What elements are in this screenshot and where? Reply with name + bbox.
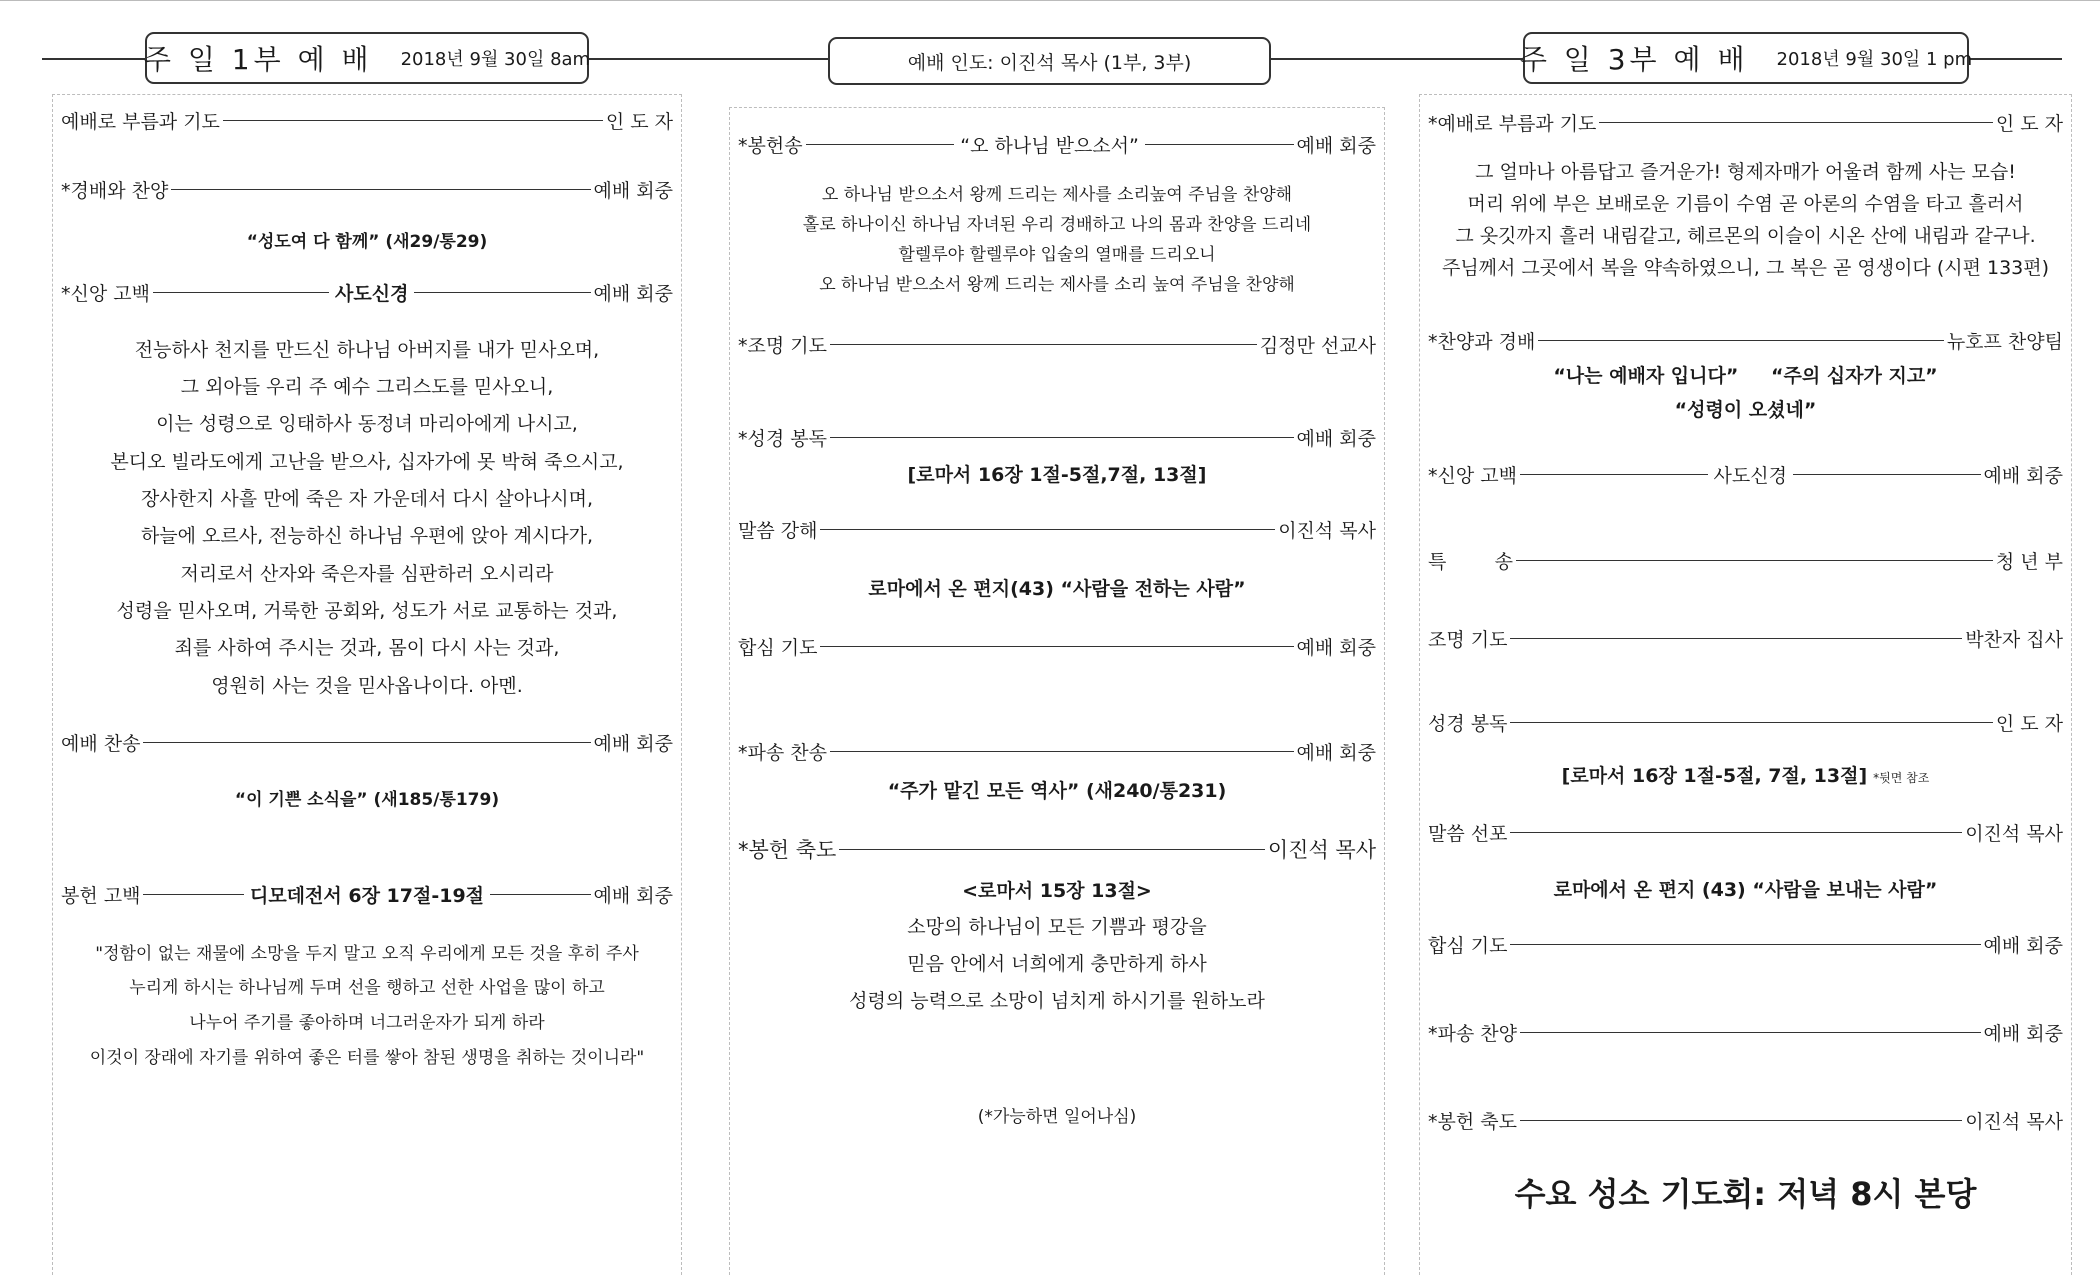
order-item-offering-hymn: *봉헌송 “오 하나님 받으소서” 예배 회중 [738,135,1377,157]
order-item-joint-prayer: 합심 기도 예배 회중 [738,637,1376,659]
order-item-sermon: 말씀 선포 이진석 목사 [1428,823,2063,845]
middle-column: *봉헌송 “오 하나님 받으소서” 예배 회중 오 하나님 받으소서 왕께 드리는 제사를 소리높여 주님을 찬양해 홀로 하나이신 하나님 자녀된 우리 경배하고 나의 몸과 찬양을 드리네 할렐루야 할렐루야 입술의 열매를 드리오니 오 하나님 받으소서 왕께 드리는 제사를 소리 높여 주님을 찬양해 *조명 기도 김정만 선교사 *성경 봉독 예배 회중 [로마서 16장 1절-5절,7절, 13절] 말씀 강해 이진석 목사 로마에서 온 편지(43) “사람을 전하는 사람” 합심 기도 예배 회중 *파송 찬송 예배 회중 “주가 맡긴 모든 역사” (새240/통231) *봉헌 축도 이진석 목사 <로마서 15장 13절> 소망의 하나님이 모든 기쁨과 평강을 믿음 안에서 너희에게 충만하게 하사 성령의 능력으로 소망이 넘치게 하시기를 원하노라 (*가능하면 일어나심) [729,107,1385,1275]
header-rule [1968,58,2062,60]
praise-song-2: “주의 십자가 지고” [1770,365,1938,387]
reading-note: *뒷면 참조 [1873,771,1930,785]
order-item-call: *예배로 부름과 기도 인 도 자 [1428,113,2063,135]
reading-reference: [로마서 16장 1절-5절, 7절, 13절] *뒷면 참조 [1561,765,1930,787]
service3-title: 주 일 3부 예 배 [1519,43,1749,76]
order-item-praise: *찬양과 경배 뉴호프 찬양팀 [1428,331,2063,353]
order-item-call: 예배로 부름과 기도 인 도 자 [61,111,673,133]
service3-header [1519,32,1973,84]
order-item-joint-prayer: 합심 기도 예배 회중 [1428,935,2063,957]
reading-reference: [로마서 16장 1절-5절,7절, 13절] [907,464,1207,486]
order-item-special-song: 특 송 청 년 부 [1428,551,2063,573]
service1-header [145,32,589,84]
service1-column: 예배로 부름과 기도 인 도 자 *경배와 찬양 예배 회중 “성도여 다 함께” (새29/통29) *신앙 고백 사도신경 예배 회중 전능하사 천지를 만드신 하나님 아버지를 내가 믿사오며, 그 외아들 우리 주 예수 그리스도를 믿사오니, 이는 성령으로 잉태하사 동정녀 마리아에게 나시고, 본디오 빌라도에게 고난을 받으사, 십자가에 못 박혀 죽으시고, 장사한지 사흘 만에 죽은 자 가운데서 다시 살아나시며, 하늘에 오르사, 전능하신 하나님 우편에 앉아 계시다가, 저리로서 산자와 죽은자를 심판하러 오시리라 성령을 믿사오며, 거룩한 공회와, 성도가 서로 교통하는 것과, 죄를 사하여 주시는 것과, 몸이 다시 사는 것과, 영원히 사는 것을 믿사옵나이다. 아멘. 예배 찬송 예배 회중 “이 기쁜 소식을” (새185/통179) 봉헌 고백 디모데전서 6장 17절-19절 예배 회중 "정함이 없는 재물에 소망을 두지 말고 오직 우리에게 모든 것을 후히 주사 누리게 하시는 하나님께 두며 선을 행하고 선한 사업을 많이 하고 나누어 주기를 좋아하며 너그러운자가 되게 하라 이것이 장래에 자기를 위하여 좋은 터를 쌓아 참된 생명을 취하는 것이니라" [52,94,682,1275]
wednesday-announcement: 수요 성소 기도회: 저녁 8시 본당 [1514,1175,1977,1213]
order-item-prayer: *조명 기도 김정만 선교사 [738,335,1376,357]
header-rule [588,58,828,60]
order-item-reading: *성경 봉독 예배 회중 [738,428,1376,450]
stand-note: (*가능하면 일어나심) [977,1107,1137,1127]
worship-leader: 예배 인도: 이진석 목사 (1부, 3부) [907,51,1192,74]
order-item-prayer: 조명 기도 박찬자 집사 [1428,629,2063,651]
order-item-send-hymn: *파송 찬양 예배 회중 [1428,1023,2063,1045]
benediction-reference: <로마서 15장 13절> [962,880,1152,902]
leader-header [828,37,1271,85]
order-item-hymn: 예배 찬송 예배 회중 [61,733,673,755]
order-item-sermon: 말씀 강해 이진석 목사 [738,520,1376,542]
order-item-benediction: *봉헌 축도 이진석 목사 [1428,1111,2063,1133]
top-border [0,0,2100,1]
order-item-offering: 봉헌 고백 디모데전서 6장 17절-19절 예배 회중 [61,885,673,907]
header-rule [42,58,148,60]
service1-date: 2018년 9월 30일 8am [400,49,591,70]
order-item-send-hymn: *파송 찬송 예배 회중 [738,742,1376,764]
service3-column: *예배로 부름과 기도 인 도 자 그 얼마나 아름답고 즐거운가! 형제자매가 어울려 함께 사는 모습! 머리 위에 부은 보배로운 기름이 수염 곧 아론의 수염을 타고 흘러서 그 옷깃까지 흘러 내림같고, 헤르몬의 이슬이 시온 산에 내림과 같구나. 주님께서 그곳에서 복을 약속하였으니, 그 복은 곧 영생이다 (시편 133편) *찬양과 경배 뉴호프 찬양팀 “나는 예배자 입니다” “주의 십자가 지고” “성령이 오셨네” *신앙 고백 사도신경 예배 회중 특 송 청 년 부 조명 기도 박찬자 집사 성경 봉독 인 도 자 [로마서 16장 1절-5절, 7절, 13절] *뒷면 참조 말씀 선포 이진석 목사 로마에서 온 편지 (43) “사람을 보내는 사람” 합심 기도 예배 회중 *파송 찬양 예배 회중 *봉헌 축도 이진석 목사 수요 성소 기도회: 저녁 8시 본당 [1419,94,2072,1275]
order-item-benediction: *봉헌 축도 이진석 목사 [738,838,1376,862]
header-rule [1270,58,1524,60]
sermon-title: 로마에서 온 편지 (43) “사람을 보내는 사람” [1553,879,1938,901]
service1-title: 주 일 1부 예 배 [143,43,373,76]
order-item-reading: 성경 봉독 인 도 자 [1428,713,2063,735]
praise-song: “성도여 다 함께” (새29/통29) [246,232,488,252]
order-item-creed: *신앙 고백 사도신경 예배 회중 [1428,465,2064,487]
praise-songs [1420,361,2071,388]
order-item-creed: *신앙 고백 사도신경 예배 회중 [61,283,674,305]
praise-song-1: “나는 예배자 입니다” [1553,365,1739,387]
praise-song-3: “성령이 오셨네” [1674,399,1817,421]
order-item-praise: *경배와 찬양 예배 회중 [61,180,673,202]
sermon-title: 로마에서 온 편지(43) “사람을 전하는 사람” [868,578,1246,600]
hymn-song: “이 기쁜 소식을” (새185/통179) [234,790,500,810]
service3-date: 2018년 9월 30일 1 pm [1776,49,1973,70]
send-song: “주가 맡긴 모든 역사” (새240/통231) [887,780,1227,802]
